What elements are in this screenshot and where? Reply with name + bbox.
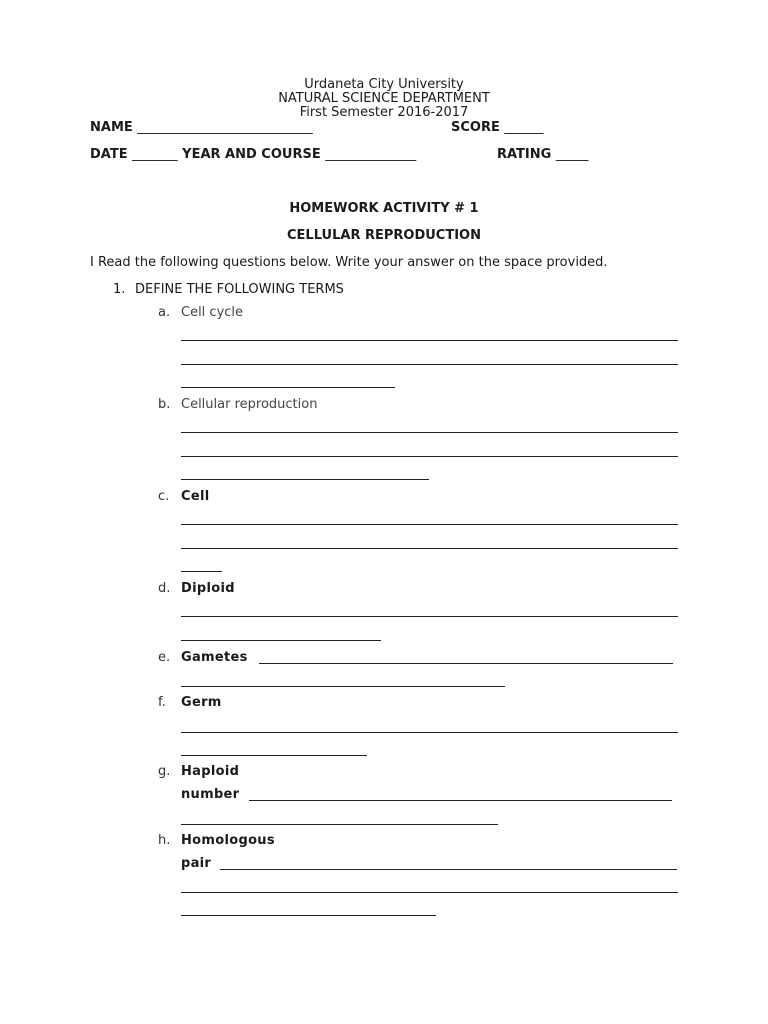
answer-line[interactable]	[181, 915, 436, 916]
rating-field-row	[497, 147, 588, 162]
rating-label: RATING	[497, 147, 552, 162]
term-homologous-pair: pair	[181, 856, 212, 871]
answer-line[interactable]	[259, 663, 673, 664]
item-letter-e: e.	[158, 650, 171, 665]
answer-line[interactable]	[249, 800, 672, 801]
answer-line[interactable]	[181, 456, 678, 457]
answer-line[interactable]	[181, 387, 395, 388]
date-field-row	[90, 147, 416, 162]
item-letter-c: c.	[158, 489, 170, 504]
name-label: NAME	[90, 120, 133, 135]
term-homologous: Homologous	[181, 833, 275, 848]
score-blank[interactable]: ______	[504, 120, 544, 135]
term-diploid: Diploid	[181, 581, 235, 596]
answer-line[interactable]	[181, 616, 678, 617]
date-blank[interactable]: _______	[132, 147, 178, 162]
term-cell-cycle: Cell cycle	[181, 305, 244, 320]
semester-label: First Semester 2016-2017	[299, 105, 469, 120]
answer-line[interactable]	[181, 571, 222, 572]
answer-line[interactable]	[220, 869, 677, 870]
answer-line[interactable]	[181, 432, 678, 433]
answer-line[interactable]	[181, 479, 429, 480]
term-haploid-number: number	[181, 787, 240, 802]
term-cellular-reproduction: Cellular reproduction	[181, 397, 318, 412]
question-text: DEFINE THE FOLLOWING TERMS	[135, 282, 344, 297]
item-letter-h: h.	[158, 833, 171, 848]
answer-line[interactable]	[181, 340, 678, 341]
year-course-blank[interactable]: ______________	[325, 147, 417, 162]
name-blank[interactable]: ___________________________	[137, 120, 313, 135]
item-letter-g: g.	[158, 764, 171, 779]
term-cell: Cell	[181, 489, 210, 504]
name-field-row	[90, 120, 313, 135]
year-course-label: YEAR AND COURSE	[182, 147, 321, 162]
score-label: SCORE	[451, 120, 500, 135]
rating-blank[interactable]: _____	[555, 147, 589, 162]
answer-line[interactable]	[181, 824, 498, 825]
answer-line[interactable]	[181, 364, 678, 365]
department-name: NATURAL SCIENCE DEPARTMENT	[278, 91, 490, 106]
answer-line[interactable]	[181, 548, 678, 549]
score-field-row	[451, 120, 543, 135]
term-germ: Germ	[181, 695, 222, 710]
date-label: DATE	[90, 147, 128, 162]
activity-title: HOMEWORK ACTIVITY # 1	[289, 201, 479, 216]
answer-line[interactable]	[181, 640, 381, 641]
answer-line[interactable]	[181, 732, 678, 733]
answer-line[interactable]	[181, 892, 678, 893]
university-name: Urdaneta City University	[304, 77, 464, 92]
term-haploid: Haploid	[181, 764, 240, 779]
item-letter-a: a.	[158, 305, 171, 320]
question-number: 1.	[113, 282, 126, 297]
term-gametes: Gametes	[181, 650, 248, 665]
instructions-text: I Read the following questions below. Write your answer on the space provided.	[90, 255, 608, 270]
item-letter-d: d.	[158, 581, 171, 596]
item-letter-f: f.	[158, 695, 166, 710]
answer-line[interactable]	[181, 524, 678, 525]
activity-subtitle: CELLULAR REPRODUCTION	[287, 228, 481, 243]
answer-line[interactable]	[181, 755, 367, 756]
item-letter-b: b.	[158, 397, 171, 412]
answer-line[interactable]	[181, 686, 505, 687]
